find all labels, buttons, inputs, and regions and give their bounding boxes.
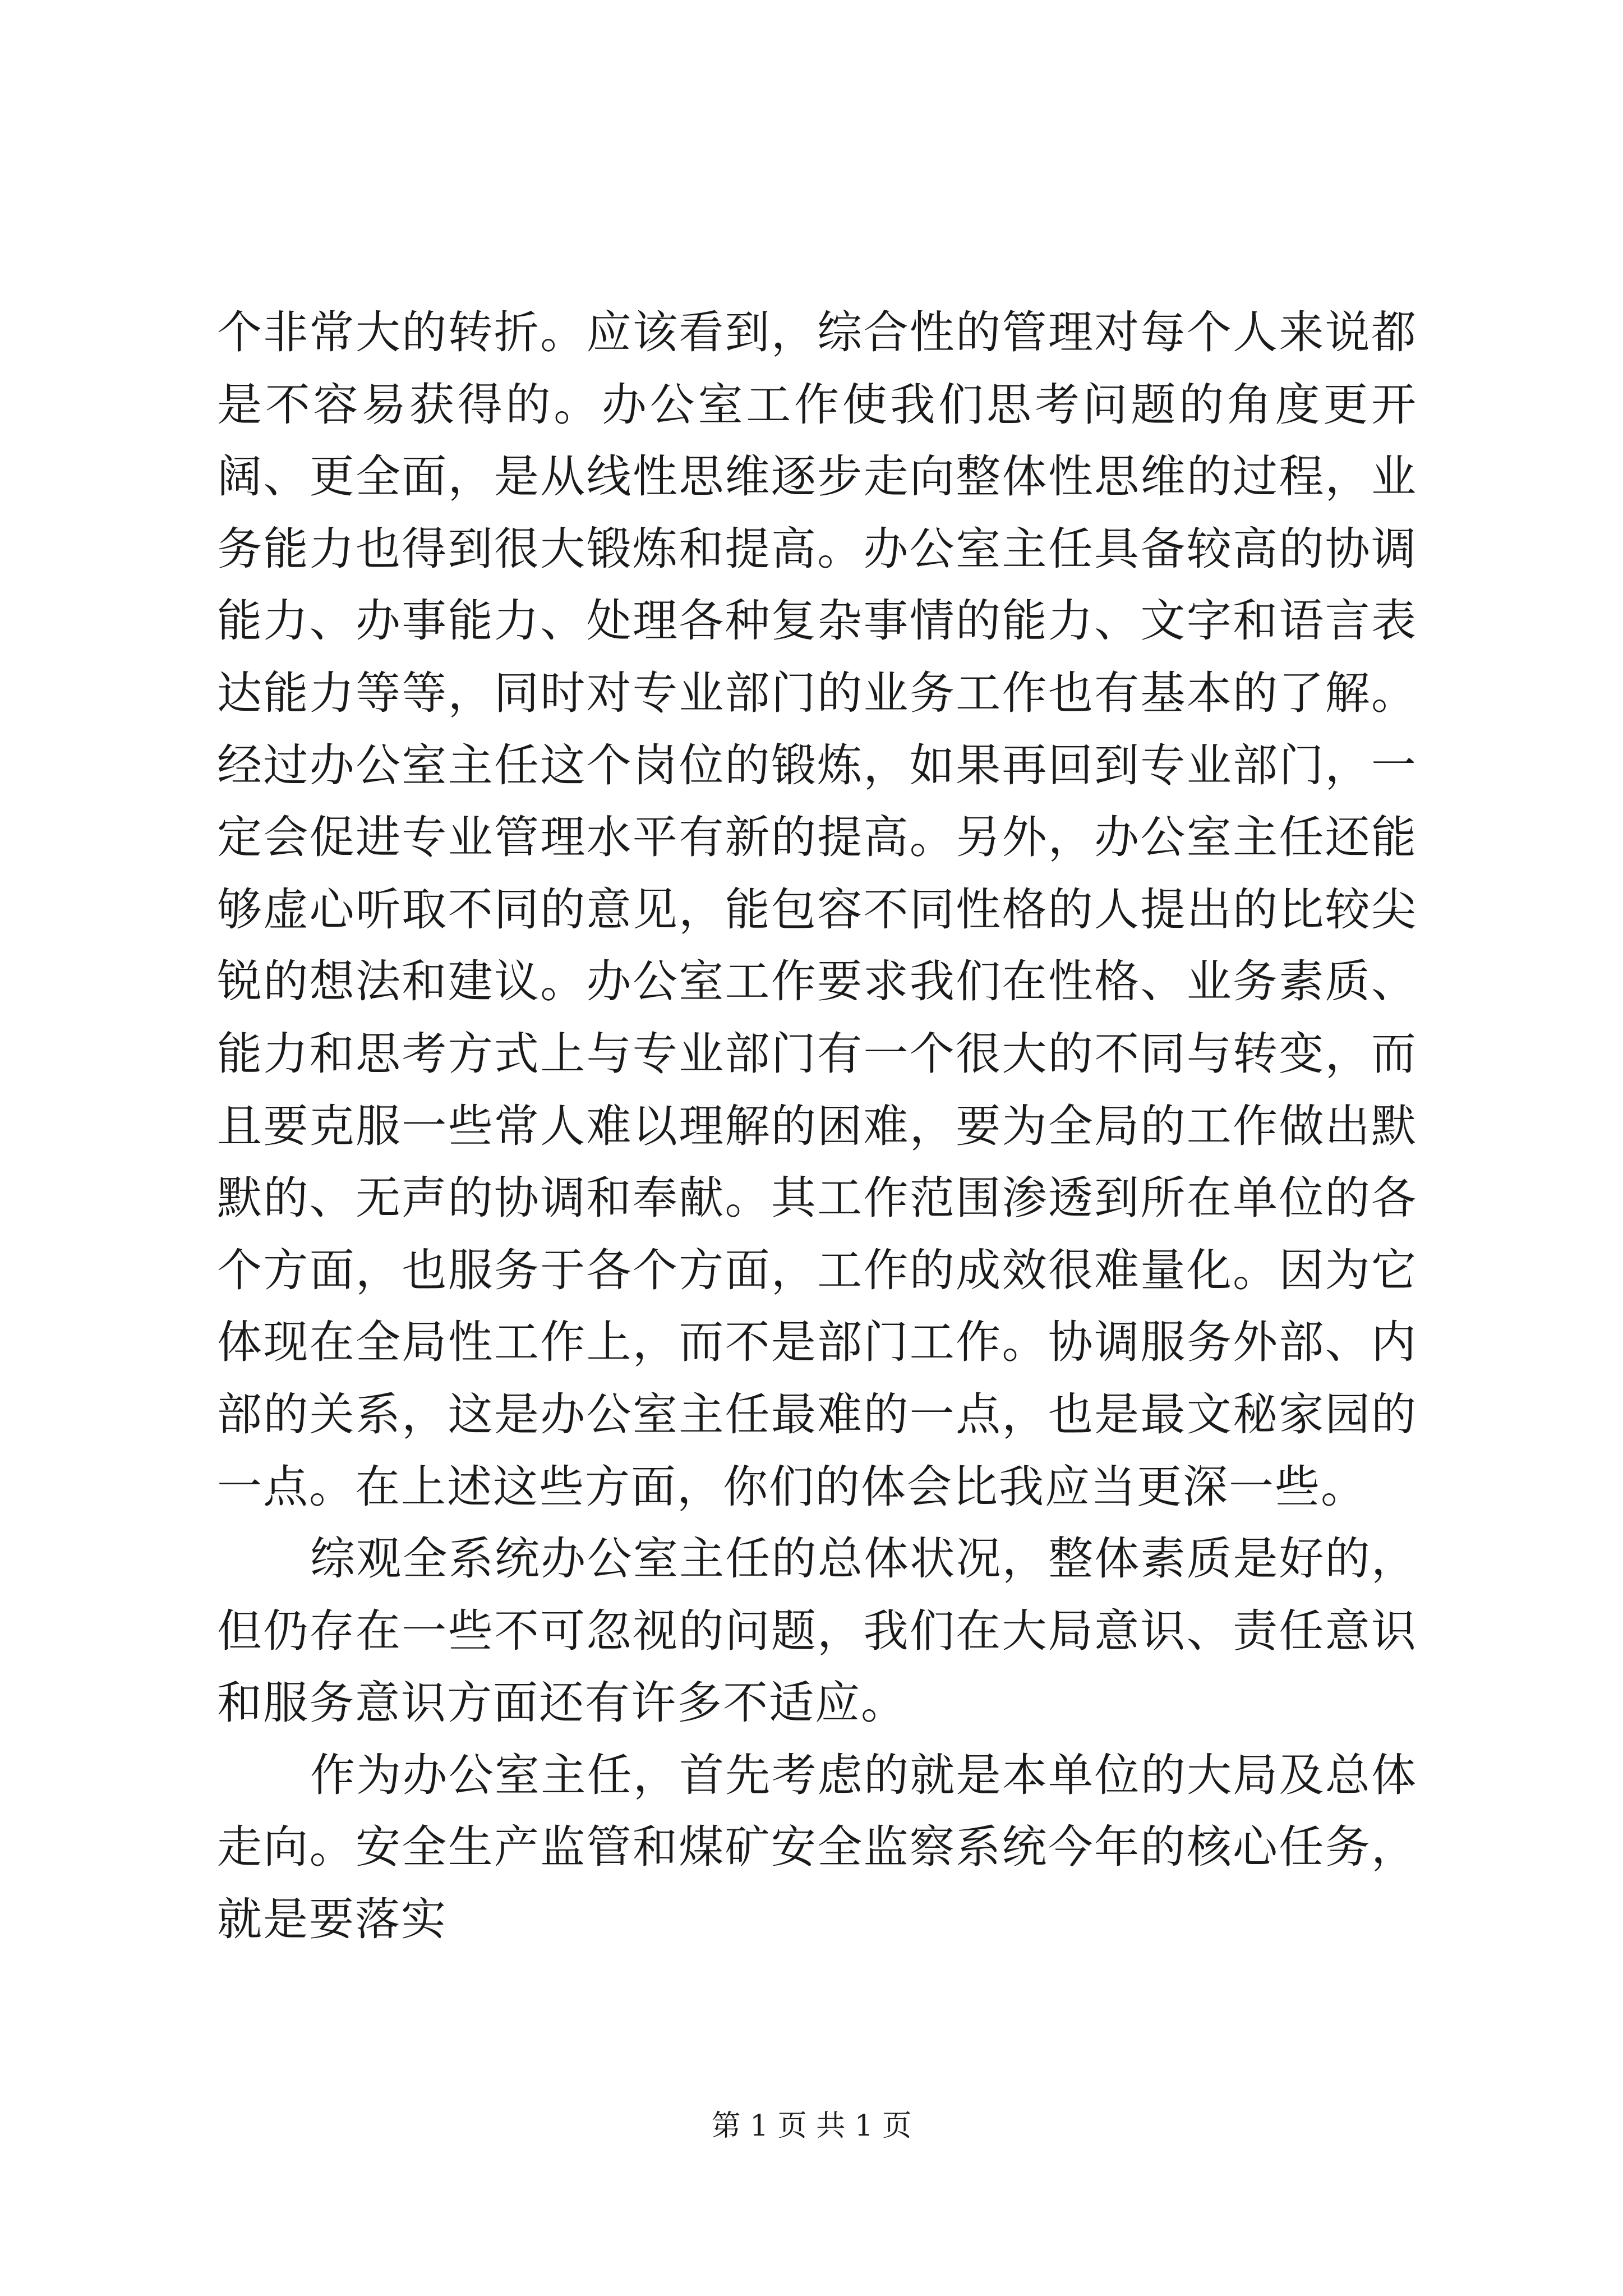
document-body: [217, 297, 1417, 1956]
paragraph-2: 综观全系统办公室主任的总体状况，整体素质是好的，但仍存在一些不可忽视的问题，我们在大局意识、责任意识和服务意识方面还有许多不适应。: [217, 1533, 1417, 1729]
paragraph-1: 个非常大的转折。应该看到，综合性的管理对每个人来说都是不容易获得的。办公室工作使我们思考问题的角度更开阔、更全面，是从线性思维逐步走向整体性思维的过程，业务能力也得到很大锻炼和提高。办公室主任具备较高的协调能力、办事能力、处理各种复杂事情的能力、文字和语言表达能力等等，同时对专业部门的业务工作也有基本的了解。经过办公室主任这个岗位的锻炼，如果再回到专业部门，一定会促进专业管理水平有新的提高。另外，办公室主任还能够虚心听取不同的意见，能包容不同性格的人提出的比较尖锐的想法和建议。办公室工作要求我们在性格、业务素质、能力和思考方式上与专业部门有一个很大的不同与转变，而且要克服一些常人难以理解的困难，要为全局的工作做出默默的、无声的协调和奉献。其工作范围渗透到所在单位的各个方面，也服务于各个方面，工作的成效很难量化。因为它体现在全局性工作上，而不是部门工作。协调服务外部、内部的关系，这是办公室主任最难的一点，也是最文秘家园的一点。在上述这些方面，你们的体会比我应当更深一些。: [217, 306, 1417, 1513]
paragraph-3: 作为办公室主任，首先考虑的就是本单位的大局及总体走向。安全生产监管和煤矿安全监察系统今年的核心任务，就是要落实: [217, 1749, 1417, 1946]
page-footer: 第 1 页 共 1 页: [711, 2109, 912, 2143]
